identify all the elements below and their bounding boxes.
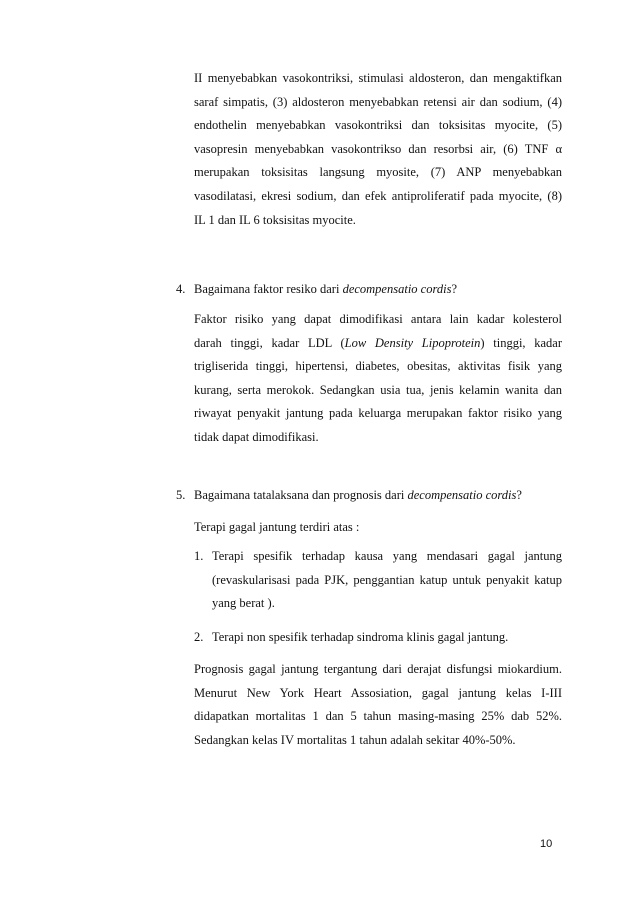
text-line: yang berat ).: [212, 596, 275, 611]
list-item-number: 1.: [194, 549, 204, 563]
question-text: Bagaimana faktor resiko dari: [194, 282, 343, 296]
text-line: [194, 332, 562, 356]
text-line: Sedangkan kelas IV mortalitas 1 tahun adalah sekitar 40%-50%.: [194, 732, 516, 747]
answer-4-paragraph: [194, 308, 562, 450]
text-line: II menyebabkan vasokontriksi, stimulasi aldosteron, dan mengaktifkan: [194, 71, 562, 85]
paragraph-mechanisms: [194, 67, 562, 232]
question-mark: ?: [516, 488, 522, 502]
question-text: Bagaimana tatalaksana dan prognosis dari: [194, 488, 408, 502]
page-number: 10: [540, 838, 553, 850]
question-number: 5.: [176, 488, 186, 502]
list-item-number: 2.: [194, 630, 204, 644]
text-line: (revaskularisasi pada PJK, penggantian katup untuk penyakit katup: [212, 572, 562, 587]
question-mark: ?: [451, 282, 458, 296]
list-item: [194, 626, 562, 650]
text-segment: ) tinggi, kadar: [480, 335, 563, 350]
text-line: Faktor risiko yang dapat dimodifikasi antara lain kadar kolesterol: [194, 312, 562, 326]
text-line: trigliserida tinggi, hipertensi, diabetes, obesitas, aktivitas fisik yang: [194, 359, 562, 374]
italic-term: Low Density Lipoprotein: [344, 335, 481, 350]
list-item-body: [212, 545, 562, 616]
text-line: IL 1 dan IL 6 toksisitas myocite.: [194, 212, 356, 227]
text-line: Prognosis gagal jantung tergantung dari derajat disfungsi miokardium.: [194, 662, 562, 676]
list-item: [194, 545, 562, 617]
text-line: didapatkan mortalitas 1 dan 5 tahun masing-masing 25% dab 52%.: [194, 709, 562, 724]
text-line: tidak dapat dimodifikasi.: [194, 429, 319, 444]
question-5-heading: [176, 486, 566, 504]
text-line: Terapi non spesifik terhadap sindroma klinis gagal jantung.: [212, 630, 509, 644]
question-term: decompensatio cordis: [407, 488, 517, 502]
text-line: Terapi spesifik terhadap kausa yang mendasari gagal jantung: [212, 549, 562, 563]
question-number: 4.: [176, 282, 186, 296]
question-4-heading: [176, 280, 566, 298]
text-line: merupakan toksisitas langsung myosite, (7) ANP menyebabkan: [194, 165, 562, 180]
text-line: riwayat penyakit jantung pada keluarga merupakan faktor risiko yang: [194, 406, 562, 421]
text-segment: darah tinggi, kadar LDL (: [194, 335, 345, 350]
text-line: vasopresin menyebabkan vasokontrikso dan resorbsi air, (6) TNF α: [194, 141, 562, 156]
text-line: saraf simpatis, (3) aldosteron menyebabkan retensi air dan sodium, (4): [194, 94, 562, 109]
question-term: decompensatio cordis: [342, 282, 452, 296]
text-line: vasodilatasi, ekresi sodium, dan efek antiproliferatif pada myocite, (8): [194, 188, 562, 203]
therapy-intro: Terapi gagal jantung terdiri atas :: [194, 520, 360, 534]
text-line: Menurut New York Heart Assosiation, gagal jantung kelas I-III: [194, 685, 562, 700]
prognosis-paragraph: [194, 658, 562, 752]
text-line: kurang, serta merokok. Sedangkan usia tua, jenis kelamin wanita dan: [194, 382, 562, 397]
text-line: endothelin menyebabkan vasokontriksi dan toksisitas myocite, (5): [194, 118, 562, 133]
list-item-body: [212, 626, 562, 650]
